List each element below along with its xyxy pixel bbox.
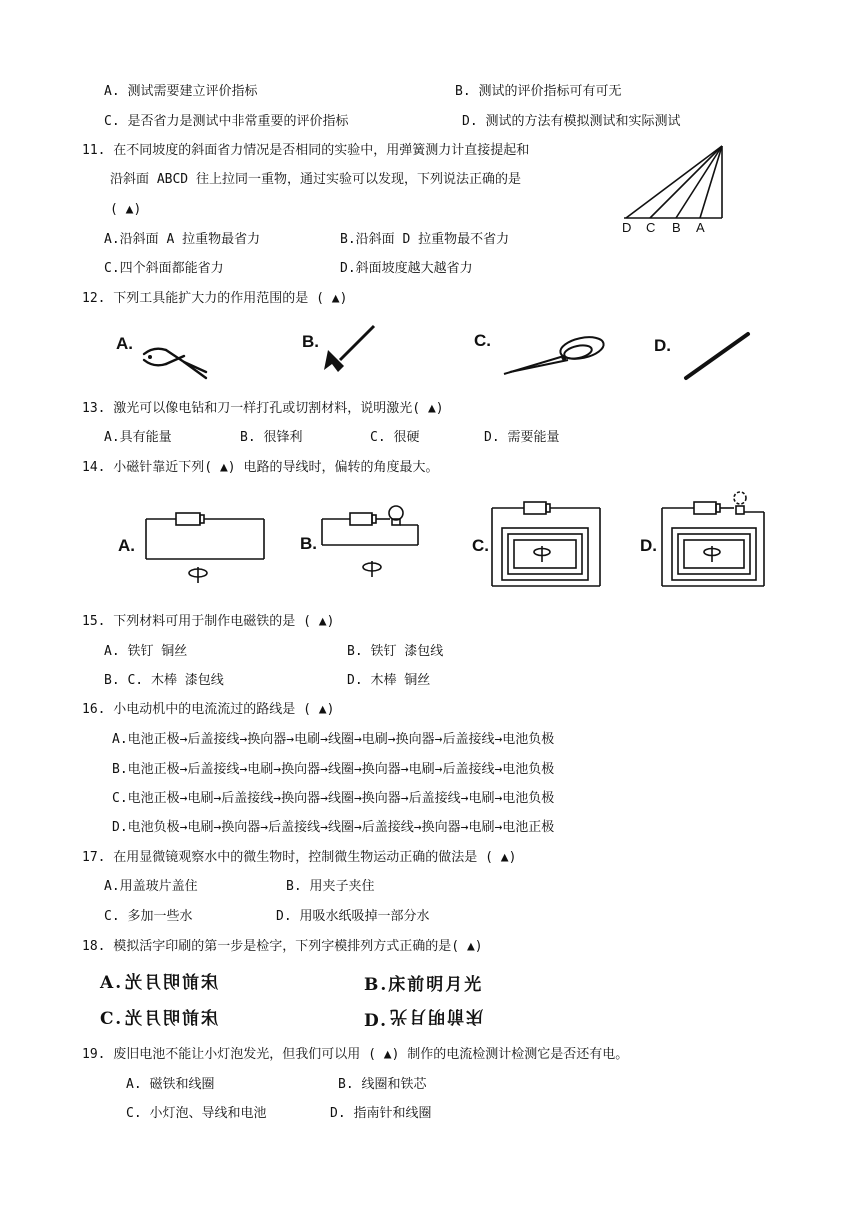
q19-stem: 19. 废旧电池不能让小灯泡发光，但我们可以用 ( ▲) 制作的电流检测计检测它是否还有电。 — [82, 1047, 629, 1062]
q15-option-a: A. 铁钉 铜丝 — [104, 644, 188, 659]
circuit-c-diagram — [488, 494, 608, 594]
q10-option-d: D. 测试的方法有模拟测试和实际测试 — [462, 114, 681, 129]
q16-option-d: D.电池负极→电刷→换向器→后盖接线→线圈→后盖接线→换向器→电刷→电池正极 — [112, 820, 555, 835]
pliers-icon — [140, 334, 212, 384]
q13-option-a: A.具有能量 — [104, 430, 172, 445]
q13-option-d: D. 需要能量 — [484, 430, 560, 445]
q19-option-c: C. 小灯泡、导线和电池 — [126, 1106, 267, 1121]
q18-option-d — [364, 1006, 483, 1031]
q19-option-b: B. 线圈和铁芯 — [338, 1077, 427, 1092]
q16-option-c: C.电池正极→电刷→后盖接线→换向器→线圈→换向器→后盖接线→电刷→电池负极 — [112, 791, 555, 806]
q18-option-a-text: 床前明月光 — [123, 973, 219, 993]
q10-option-a: A. 测试需要建立评价指标 — [104, 84, 258, 99]
q14-label-b: B. — [300, 534, 317, 553]
q12-label-c: C. — [474, 331, 491, 350]
q13-option-c: C. 很硬 — [370, 430, 420, 445]
incline-label-c: C — [646, 220, 656, 235]
q11-option-d: D.斜面坡度越大越省力 — [340, 261, 473, 276]
scissors-icon — [500, 328, 608, 378]
q17-stem: 17. 在用显微镜观察水中的微生物时，控制微生物运动正确的做法是 ( ▲) — [82, 850, 517, 865]
q15-option-c: B. C. 木棒 漆包线 — [104, 673, 224, 688]
q18-option-c-text: 床前明月光 — [123, 1009, 219, 1029]
q11-stem-line1: 11. 在不同坡度的斜面省力情况是否相同的实验中，用弹簧测力计直接提起和 — [82, 143, 530, 158]
q12-label-a: A. — [116, 334, 133, 353]
q12-label-d: D. — [654, 336, 671, 355]
q18-option-b — [364, 970, 483, 995]
q17-option-b: B. 用夹子夹住 — [286, 879, 375, 894]
q11-stem-line3: ( ▲) — [110, 202, 142, 217]
q18-option-d-label: D. — [364, 1011, 389, 1031]
incline-label-b: B — [672, 220, 681, 235]
q14-label-c: C. — [472, 536, 489, 555]
q11-option-a: A.沿斜面 A 拉重物最省力 — [104, 232, 261, 247]
q11-option-b: B.沿斜面 D 拉重物最不省力 — [340, 232, 510, 247]
incline-figure — [618, 140, 728, 236]
q11-stem-line2: 沿斜面 ABCD 往上拉同一重物，通过实验可以发现，下列说法正确的是 — [110, 172, 521, 187]
q15-stem: 15. 下列材料可用于制作电磁铁的是 ( ▲) — [82, 614, 335, 629]
circuit-a-diagram — [140, 505, 270, 585]
circuit-d-diagram — [658, 488, 778, 592]
q14-label-a: A. — [118, 536, 135, 555]
q14-stem: 14. 小磁针靠近下列( ▲) 电路的导线时，偏转的角度最大。 — [82, 460, 439, 475]
incline-label-a: A — [696, 220, 705, 235]
q13-option-b: B. 很锋利 — [240, 430, 303, 445]
q16-option-a: A.电池正极→后盖接线→换向器→电刷→线圈→电刷→换向器→后盖接线→电池负极 — [112, 732, 555, 747]
q12-stem: 12. 下列工具能扩大力的作用范围的是 ( ▲) — [82, 291, 348, 306]
q19-option-a: A. 磁铁和线圈 — [126, 1077, 215, 1092]
rod-icon — [680, 330, 752, 382]
q18-option-a — [100, 968, 218, 993]
q17-option-c: C. 多加一些水 — [104, 909, 193, 924]
q10-option-b: B. 测试的评价指标可有可无 — [455, 84, 622, 99]
q17-option-d: D. 用吸水纸吸掉一部分水 — [276, 909, 430, 924]
q13-stem: 13. 激光可以像电钻和刀一样打孔或切割材料，说明激光( ▲) — [82, 401, 444, 416]
q15-option-d: D. 木棒 铜丝 — [347, 673, 431, 688]
q18-option-d-text: 床前明月光 — [388, 1006, 484, 1026]
q19-option-d: D. 指南针和线圈 — [330, 1106, 432, 1121]
q18-option-c — [100, 1004, 218, 1029]
incline-label-d: D — [622, 220, 632, 235]
q12-label-b: B. — [302, 332, 319, 351]
q18-option-a-label: A. — [100, 973, 124, 993]
q18-option-c-label: C. — [100, 1009, 124, 1029]
q11-option-c: C.四个斜面都能省力 — [104, 261, 224, 276]
q18-option-b-label: B. — [364, 975, 389, 995]
q18-option-b-text: 床前明月光 — [388, 975, 484, 995]
q16-option-b: B.电池正极→后盖接线→电刷→换向器→线圈→换向器→电刷→后盖接线→电池负极 — [112, 762, 555, 777]
q16-stem: 16. 小电动机中的电流流过的路线是 ( ▲) — [82, 702, 335, 717]
hammer-icon — [318, 322, 378, 382]
q18-stem: 18. 模拟活字印刷的第一步是检字，下列字模排列方式正确的是( ▲) — [82, 939, 483, 954]
q15-option-b: B. 铁钉 漆包线 — [347, 644, 444, 659]
q10-option-c: C. 是否省力是测试中非常重要的评价指标 — [104, 114, 349, 129]
q14-label-d: D. — [640, 536, 657, 555]
q17-option-a: A.用盖玻片盖住 — [104, 879, 198, 894]
circuit-b-diagram — [318, 495, 428, 585]
